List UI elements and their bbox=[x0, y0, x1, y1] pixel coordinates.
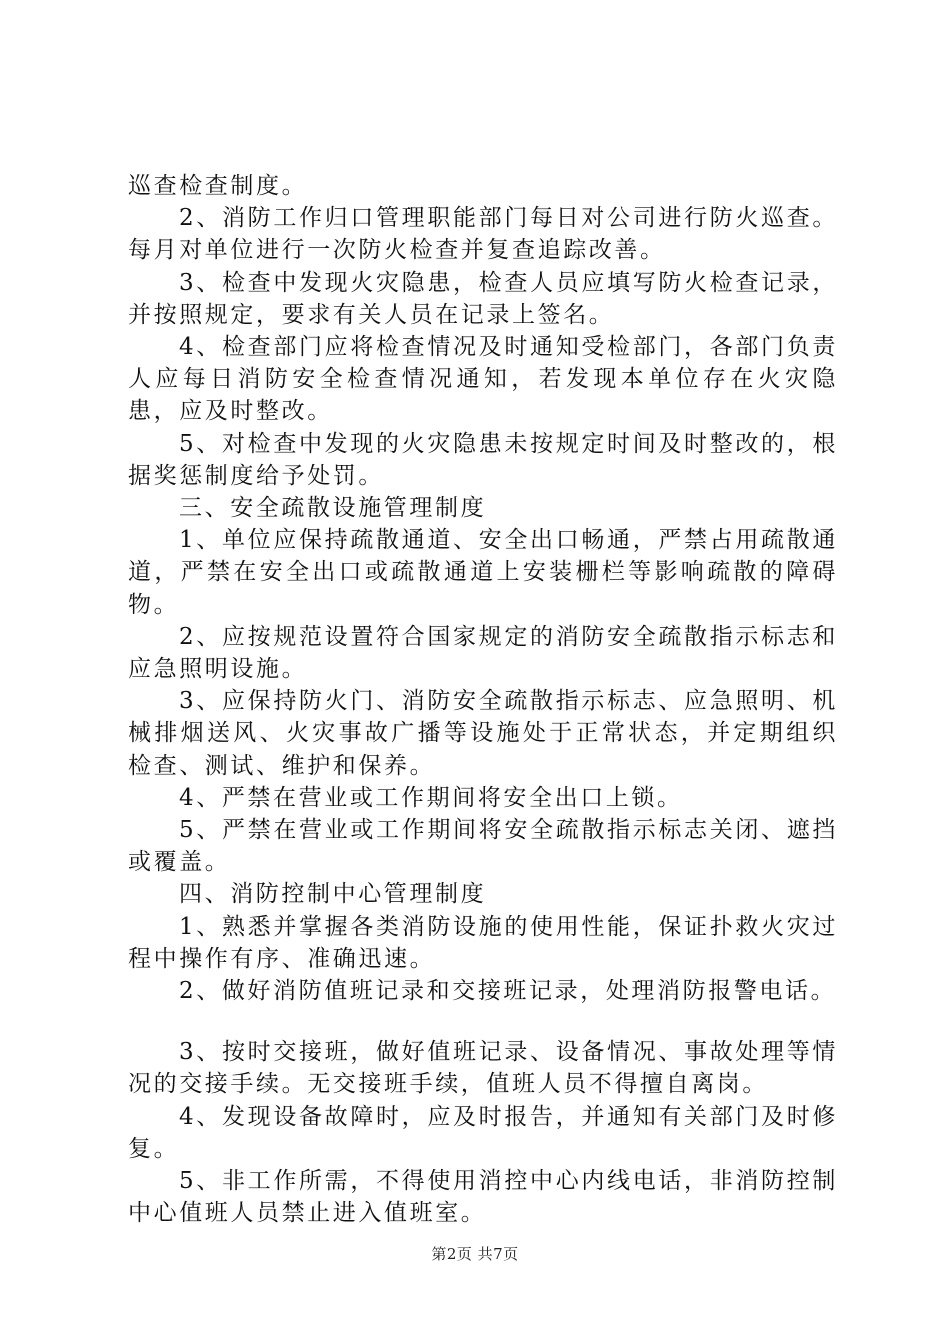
paragraph-item: 1、单位应保持疏散通道、安全出口畅通，严禁占用疏散通道，严禁在安全出口或疏散通道上安装栅栏等影响疏散的障碍物。 bbox=[128, 527, 838, 618]
paragraph-item: 2、做好消防值班记录和交接班记录，处理消防报警电话。 bbox=[179, 978, 837, 1005]
paragraph-item: 5、严禁在营业或工作期间将安全疏散指示标志关闭、遮挡或覆盖。 bbox=[128, 817, 838, 876]
page-number: 第2页 共7页 bbox=[431, 1245, 519, 1263]
paragraph-item: 3、按时交接班，做好值班记录、设备情况、事故处理等情况的交接手续。无交接班手续，值班人员不得擅自离岗。 bbox=[128, 1039, 838, 1098]
section-heading: 三、安全疏散设施管理制度 bbox=[179, 495, 487, 522]
paragraph-item: 2、应按规范设置符合国家规定的消防安全疏散指示标志和应急照明设施。 bbox=[128, 623, 838, 683]
paragraph-item: 4、严禁在营业或工作期间将安全出口上锁。 bbox=[179, 784, 683, 811]
document-body bbox=[128, 170, 838, 1230]
paragraph-continuation: 巡查检查制度。 bbox=[128, 173, 308, 199]
paragraph-item: 3、检查中发现火灾隐患，检查人员应填写防火检查记录，并按照规定，要求有关人员在记录上签名。 bbox=[128, 269, 838, 328]
paragraph-item: 4、发现设备故障时，应及时报告，并通知有关部门及时修复。 bbox=[128, 1103, 838, 1162]
paragraph-item: 4、检查部门应将检查情况及时通知受检部门，各部门负责人应每日消防安全检查情况通知，若发现本单位存在火灾隐患，应及时整改。 bbox=[128, 334, 838, 425]
paragraph-item: 3、应保持防火门、消防安全疏散指示标志、应急照明、机械排烟送风、火灾事故广播等设施处于正常状态，并定期组织检查、测试、维护和保养。 bbox=[128, 688, 838, 779]
section-heading: 四、消防控制中心管理制度 bbox=[179, 881, 487, 908]
paragraph-item: 5、非工作所需，不得使用消控中心内线电话，非消防控制中心值班人员禁止进入值班室。 bbox=[128, 1168, 838, 1227]
page-footer bbox=[0, 1243, 950, 1264]
paragraph-item: 2、消防工作归口管理职能部门每日对公司进行防火巡查。每月对单位进行一次防火检查并复查追踪改善。 bbox=[128, 205, 838, 264]
paragraph-item: 1、熟悉并掌握各类消防设施的使用性能，保证扑救火灾过程中操作有序、准确迅速。 bbox=[128, 913, 838, 972]
paragraph-item: 5、对检查中发现的火灾隐患未按规定时间及时整改的，根据奖惩制度给予处罚。 bbox=[128, 430, 838, 489]
